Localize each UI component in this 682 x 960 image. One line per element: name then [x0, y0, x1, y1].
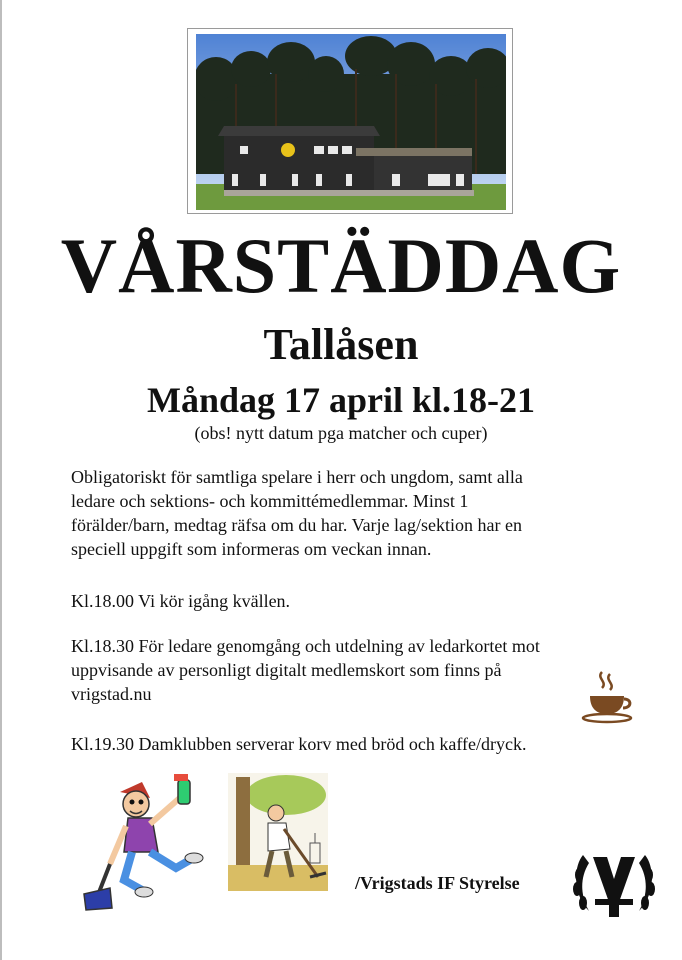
intro-paragraph — [71, 465, 631, 561]
club-crest-icon — [571, 849, 657, 926]
cleaning-cartoon-figure — [80, 768, 220, 918]
schedule-line: uppvisande av personligt digitalt medlemskort som finns på — [71, 660, 502, 680]
page-left-edge — [0, 0, 2, 960]
intro-line: Obligatoriskt för samtliga spelare i herr och ungdom, samt alla — [71, 467, 523, 487]
poster-title: VÅRSTÄDDAG — [60, 222, 622, 309]
clubhouse-photo — [187, 28, 513, 214]
schedule-line: vrigstad.nu — [71, 684, 152, 704]
event-date: Måndag 17 april kl.18-21 — [146, 380, 536, 420]
raking-cartoon-figure — [228, 773, 328, 896]
coffee-cup-icon — [580, 668, 636, 729]
intro-line: förälder/barn, medtag räfsa om du har. Varje lag/sektion har en — [71, 515, 523, 535]
schedule-item-1800: Kl.18.00 Vi kör igång kvällen. — [71, 591, 291, 611]
intro-line: ledare och sektions- och kommittémedlemmar. Minst 1 — [71, 491, 469, 511]
event-date-note: (obs! nytt datum pga matcher och cuper) — [194, 423, 488, 443]
clubhouse-photo-image — [196, 34, 506, 210]
schedule-item-1930: Kl.19.30 Damklubben serverar korv med bröd och kaffe/dryck. — [71, 734, 527, 754]
schedule-line: Kl.18.30 För ledare genomgång och utdelning av ledarkortet mot — [71, 636, 540, 656]
intro-line: speciell uppgift som informeras om veckan innan. — [71, 539, 432, 559]
event-location: Tallåsen — [263, 320, 419, 369]
schedule-item-1830 — [71, 634, 591, 706]
signature: /Vrigstads IF Styrelse — [355, 873, 520, 893]
